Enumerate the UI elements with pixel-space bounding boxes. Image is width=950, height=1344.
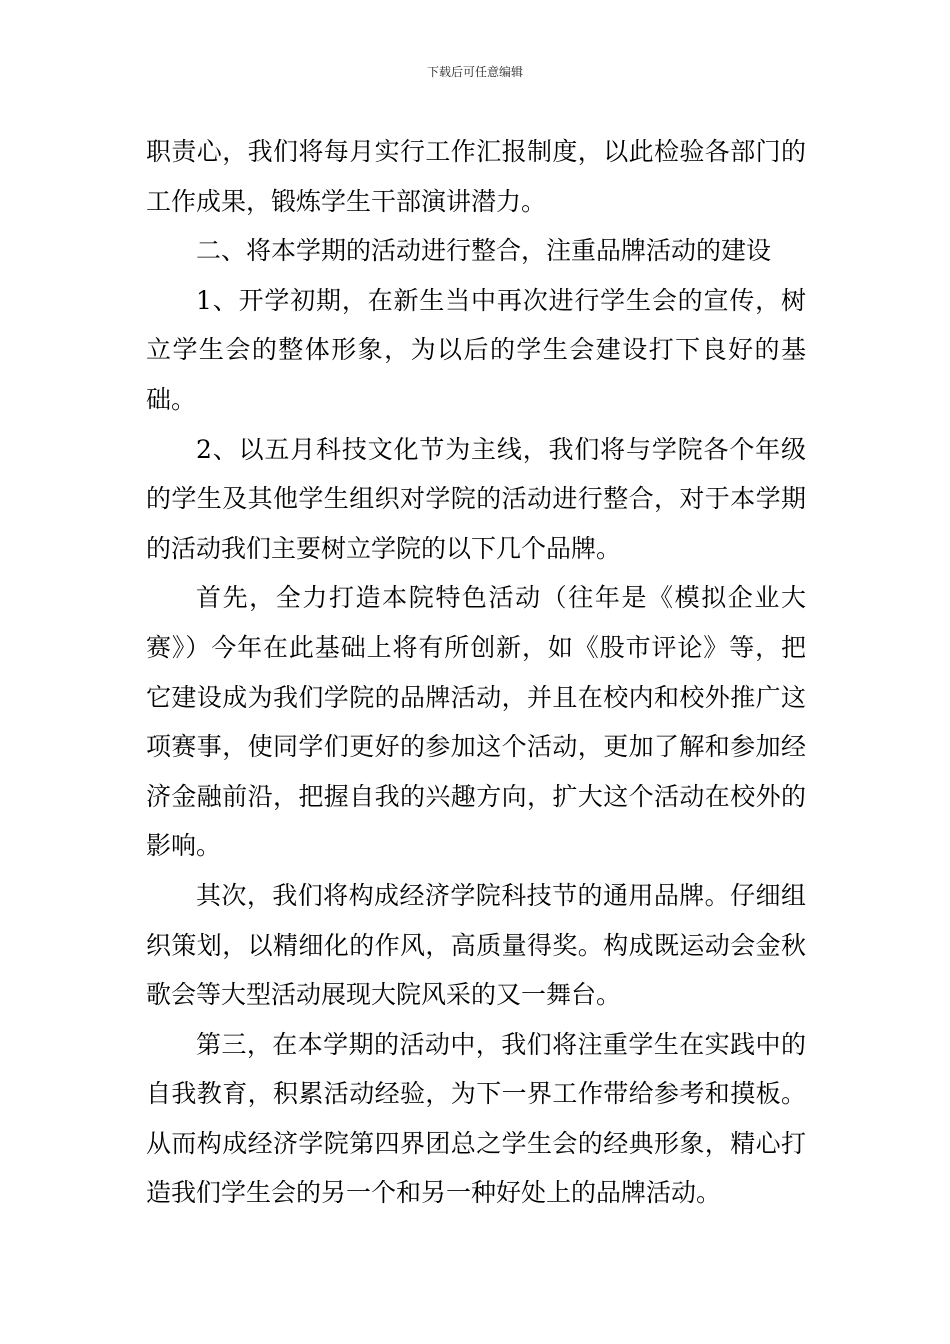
document-body — [146, 127, 806, 1218]
paragraph-item-2: 2、以五月科技文化节为主线，我们将与学院各个年级的学生及其他学生组织对学院的活动进行整合，对于本学期的活动我们主要树立学院的以下几个品牌。 — [146, 434, 806, 563]
paragraph-third: 第三，在本学期的活动中，我们将注重学生在实践中的自我教育，积累活动经验，为下一界工作带给参考和摸板。从而构成经济学院第四界团总之学生会的经典形象，精心打造我们学生会的另一个和另一种好处上的品牌活动。 — [146, 1029, 806, 1208]
paragraph-second: 其次，我们将构成经济学院科技节的通用品牌。仔细组织策划，以精细化的作风，高质量得奖。构成既运动会金秋歌会等大型活动展现大院风采的又一舞台。 — [146, 880, 806, 1010]
paragraph-first: 首先，全力打造本院特色活动（往年是《模拟企业大赛》）今年在此基础上将有所创新，如《股市评论》等，把它建设成为我们学院的品牌活动，并且在校内和校外推广这项赛事，使同学们更好的参加这个活动，更加了解和参加经济金融前沿，把握自我的兴趣方向，扩大这个活动在校外的影响。 — [146, 583, 806, 861]
paragraph-item-1: 1、开学初期，在新生当中再次进行学生会的宣传，树立学生会的整体形象，为以后的学生会建设打下良好的基础。 — [146, 285, 806, 414]
paragraph-continuation: 职责心，我们将每月实行工作汇报制度，以此检验各部门的工作成果，锻炼学生干部演讲潜力。 — [146, 137, 806, 216]
paragraph-section-heading: 二、将本学期的活动进行整合，注重品牌活动的建设 — [196, 236, 772, 266]
page-header: 下载后可任意编辑 — [426, 65, 523, 79]
